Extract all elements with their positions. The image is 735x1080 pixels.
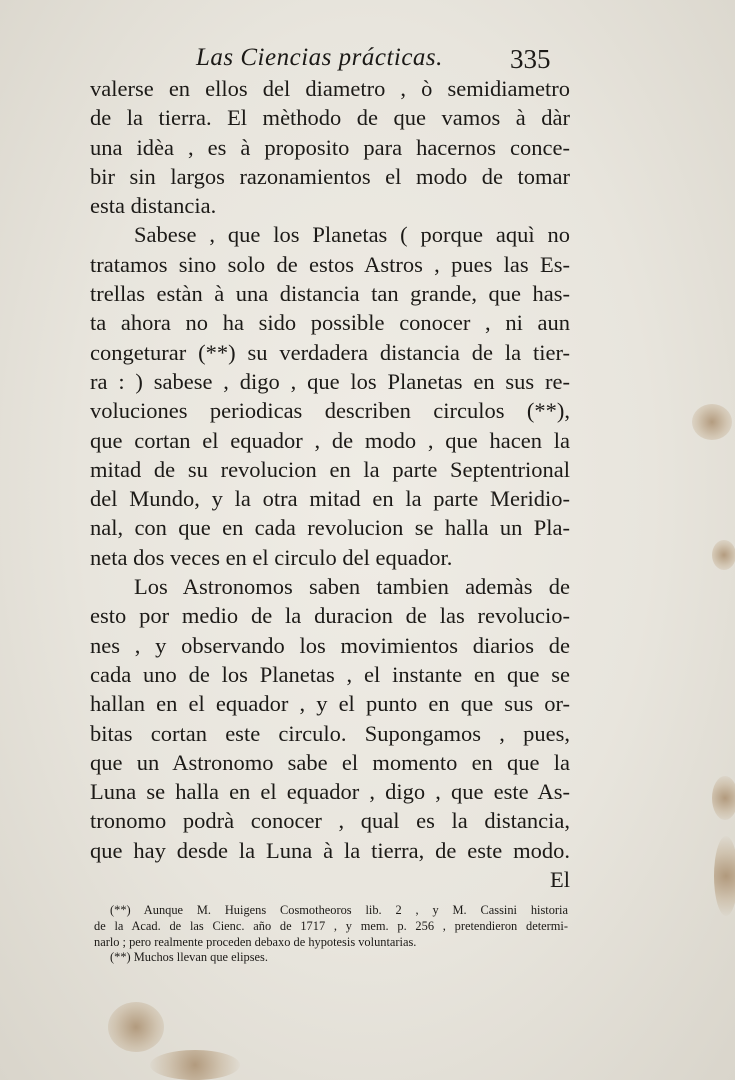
text-line: cada uno de los Planetas , el instante en que se [90, 661, 570, 687]
text-line: esto por medio de la duracion de las revolucio- [90, 603, 570, 629]
foxing-stain [108, 1002, 164, 1052]
body-text [90, 74, 570, 894]
text-line: neta dos veces en el circulo del equador. [90, 544, 453, 570]
text-line: valerse en ellos del diametro , ò semidiametro [90, 76, 570, 101]
foxing-stain [692, 404, 732, 440]
text-line: hallan en el equador , y el punto en que sus or- [90, 691, 570, 717]
paragraph-start: Los Astronomos saben tambien ademàs de [134, 574, 570, 600]
text-line: que hay desde la Luna à la tierra, de este modo. [90, 837, 570, 863]
text-line: voluciones periodicas describen circulos (**), [90, 398, 570, 424]
text-line: que cortan el equador , de modo , que hacen la [90, 427, 570, 453]
text-line: Luna se halla en el equador , digo , que este As- [90, 779, 570, 805]
text-line: tratamos sino solo de estos Astros , pues las Es- [90, 251, 570, 277]
text-line: una idèa , es à proposito para hacernos conce- [90, 134, 570, 160]
text-line: ta ahora no ha sido possible conocer , ni aun [90, 310, 570, 336]
catchword: El [550, 867, 570, 893]
footnotes [94, 903, 568, 966]
text-line: del Mundo, y la otra mitad en la parte Meridio- [90, 486, 570, 512]
footnote-line: de la Acad. de las Cienc. año de 1717 , y mem. p. 256 , pretendieron determi- [94, 918, 568, 933]
page-header [0, 44, 735, 78]
paragraph-start: Sabese , que los Planetas ( porque aquì no [134, 222, 570, 248]
text-line: nes , y observando los movimientos diarios de [90, 632, 570, 658]
foxing-stain [712, 540, 735, 570]
page-number: 335 [510, 44, 551, 74]
foxing-stain [150, 1050, 240, 1080]
text-line: mitad de su revolucion en la parte Septentrional [90, 456, 570, 482]
text-line: esta distancia. [90, 193, 217, 219]
foxing-stain [712, 776, 735, 820]
text-line: tronomo podrà conocer , qual es la distancia, [90, 808, 570, 834]
text-line: nal, con que en cada revolucion se halla un Pla- [90, 515, 570, 541]
text-line: bitas cortan este circulo. Supongamos , pues, [90, 720, 570, 746]
text-line: trellas estàn à una distancia tan grande, que has- [90, 281, 570, 307]
footnote-line: (**) Muchos llevan que elipses. [110, 950, 268, 965]
text-line: congeturar (**) su verdadera distancia de la tier- [90, 339, 570, 365]
text-line: ra : ) sabese , digo , que los Planetas en sus re- [90, 368, 570, 394]
text-line: bir sin largos razonamientos el modo de tomar [90, 163, 570, 189]
text-line: que un Astronomo sabe el momento en que la [90, 749, 570, 775]
running-title: Las Ciencias prácticas. [196, 44, 443, 71]
text-line: de la tierra. El mèthodo de que vamos à dàr [90, 105, 570, 131]
footnote-line: narlo ; pero realmente proceden debaxo de hypotesis voluntarias. [94, 934, 417, 949]
footnote-line: (**) Aunque M. Huigens Cosmotheoros lib. 2 , y M. Cassini historia [110, 903, 568, 917]
foxing-stain [714, 836, 735, 916]
